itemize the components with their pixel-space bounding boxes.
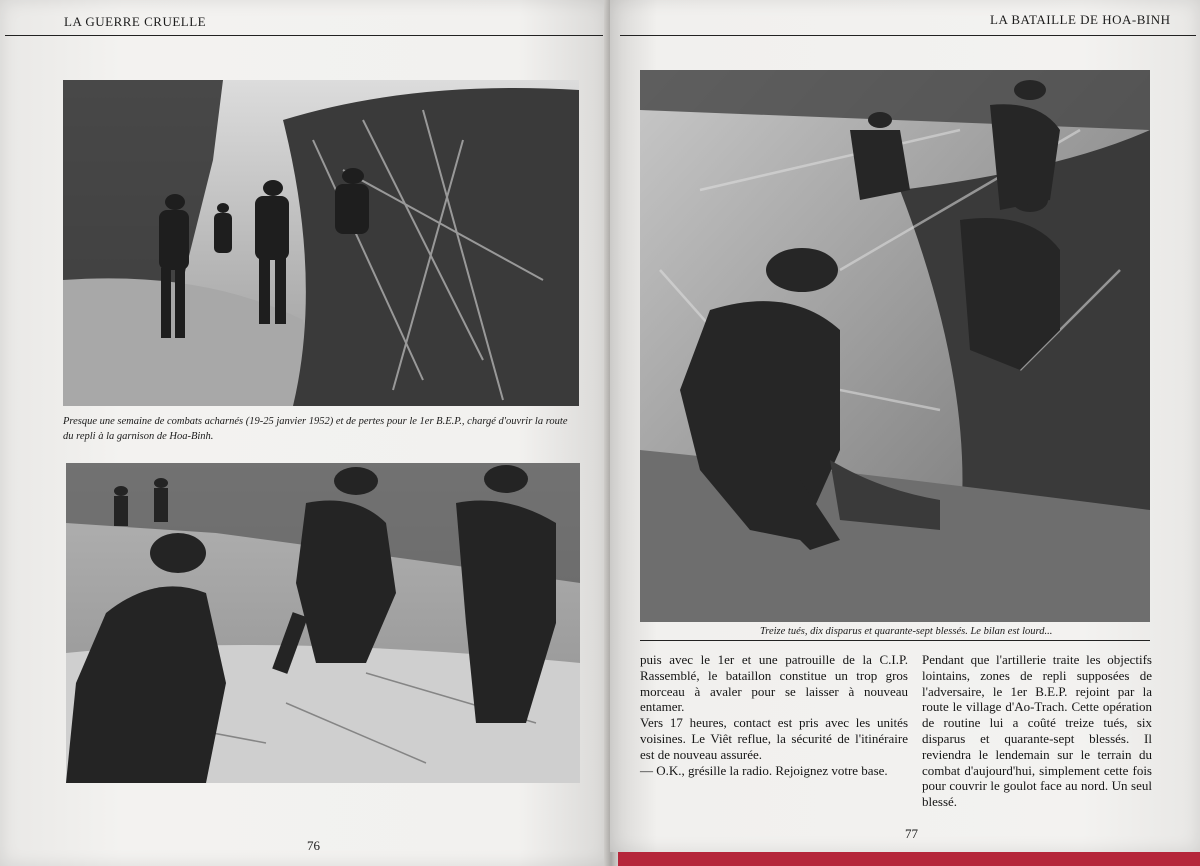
running-head-left: LA GUERRE CRUELLE — [64, 14, 207, 29]
header-rule — [5, 35, 603, 36]
body-text-column-left: puis avec le 1er et une patrouille de la C.I.P. Rassemblé, le bataillon constitue un trop gros morceau à avaler pour se laisser à nouveau entamer. Vers 17 heures, contact est pris avec les unités voisines. Le Viêt reflue, la sécurité de l'itinéraire est de nouveau assurée. — O.K., grésille la radio. Rejoignez votre base. — [640, 652, 908, 778]
photo-soldiers-advancing — [66, 463, 580, 783]
photo-soldier-kneeling-by-wounded — [640, 70, 1150, 622]
header-rule-right — [620, 35, 1196, 36]
running-head-right: LA BATAILLE DE HOA-BINH — [990, 12, 1171, 27]
photo-caption-right: Treize tués, dix disparus et quarante-sept blessés. Le bilan est lourd... — [760, 626, 1053, 637]
right-page — [610, 0, 1200, 852]
photo-soldiers-jungle-path — [63, 80, 579, 406]
photo-caption-left: Presque une semaine de combats acharnés (19-25 janvier 1952) et de pertes pour le 1er B.E.P., chargé d'ouvrir la route du repli à la garnison de Hoa-Binh. — [63, 416, 568, 442]
page-number-left: 76 — [307, 838, 320, 853]
page-number-right: 77 — [905, 826, 918, 841]
caption-rule — [640, 640, 1150, 641]
body-text-column-right: Pendant que l'artillerie traite les objectifs lointains, zones de repli supposées de l'adversaire, le 1er B.E.P. rejoint par la route le village d'Ao-Trach. Cette opération de routine lui a coûté treize tués, six disparus et quarante-sept blessés. Il reviendra le lendemain sur le terrain du combat d'aujourd'hui, simplement cette fois pour couvrir le goulot face au nord. Un seul blessé. — [922, 652, 1152, 810]
